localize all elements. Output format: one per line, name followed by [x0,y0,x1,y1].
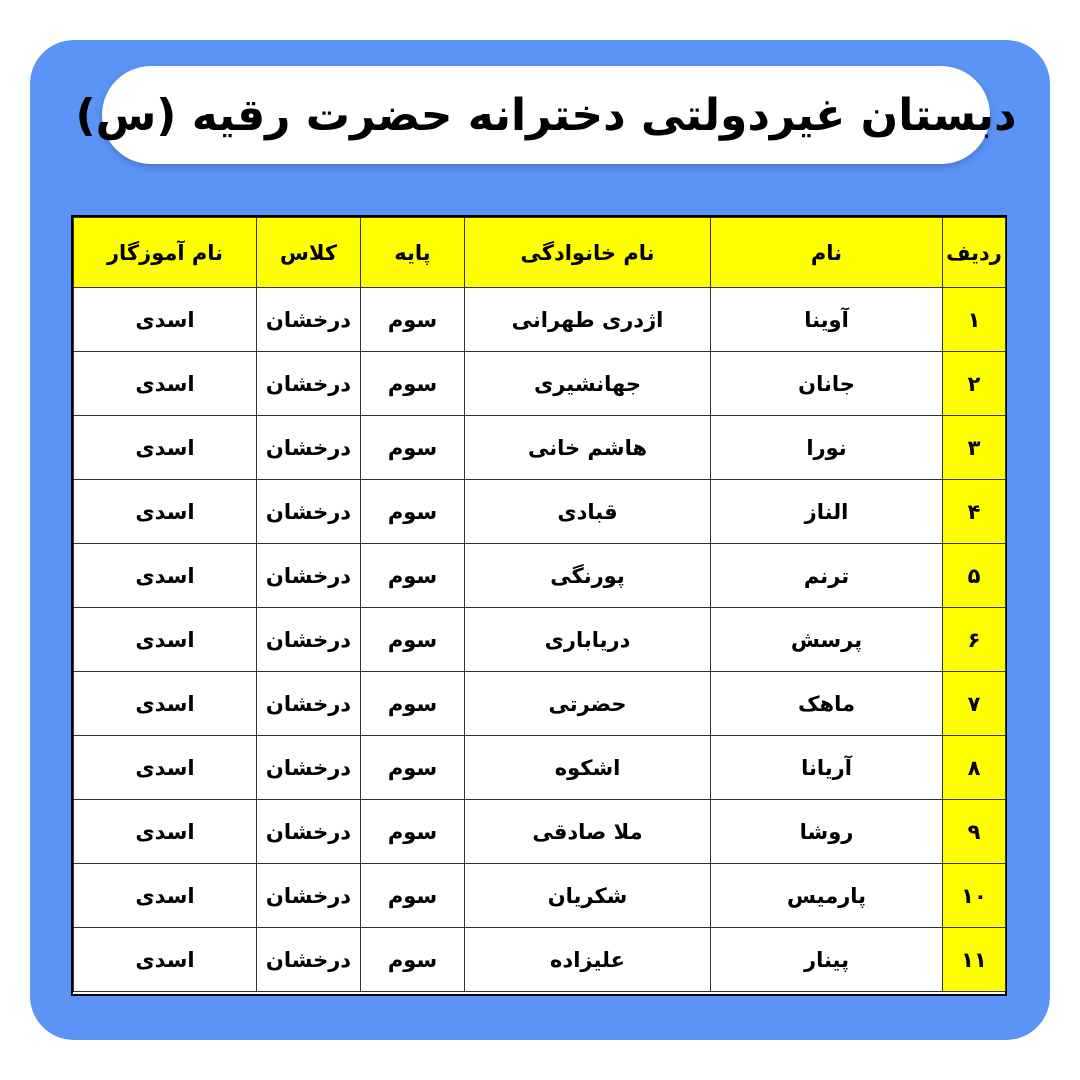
first-name-cell: پارمیس [711,864,943,928]
teacher-cell: اسدی [74,928,257,992]
teacher-cell: اسدی [74,736,257,800]
row-number-cell: ۱ [943,288,1006,352]
table-row [74,416,1006,480]
grade-cell: سوم [361,416,465,480]
last-name-cell: اشکوه [465,736,711,800]
first-name-cell: روشا [711,800,943,864]
table-row [74,288,1006,352]
last-name-cell: هاشم خانی [465,416,711,480]
table-row [74,544,1006,608]
first-name-cell: الناز [711,480,943,544]
header-class: کلاس [257,218,361,288]
row-number-cell: ۵ [943,544,1006,608]
class-cell: درخشان [257,480,361,544]
header-row-number: ردیف [943,218,1006,288]
row-number-cell: ۴ [943,480,1006,544]
first-name-cell: ترنم [711,544,943,608]
row-number-cell: ۳ [943,416,1006,480]
class-cell: درخشان [257,736,361,800]
first-name-cell: پرسش [711,608,943,672]
class-cell: درخشان [257,288,361,352]
table-row [74,608,1006,672]
row-number-cell: ۸ [943,736,1006,800]
table-row [74,672,1006,736]
first-name-cell: ماهک [711,672,943,736]
row-number-cell: ۲ [943,352,1006,416]
grade-cell: سوم [361,672,465,736]
first-name-cell: پینار [711,928,943,992]
grade-cell: سوم [361,480,465,544]
last-name-cell: پورنگی [465,544,711,608]
last-name-cell: جهانشیری [465,352,711,416]
table-row [74,352,1006,416]
table-row [74,864,1006,928]
first-name-cell: نورا [711,416,943,480]
class-cell: درخشان [257,672,361,736]
last-name-cell: قبادی [465,480,711,544]
last-name-cell: شکریان [465,864,711,928]
teacher-cell: اسدی [74,352,257,416]
table-row [74,800,1006,864]
last-name-cell: دریاباری [465,608,711,672]
grade-cell: سوم [361,736,465,800]
class-cell: درخشان [257,608,361,672]
title-banner [75,66,1017,164]
class-cell: درخشان [257,544,361,608]
grade-cell: سوم [361,800,465,864]
table-row [74,736,1006,800]
table-row [74,928,1006,992]
teacher-cell: اسدی [74,480,257,544]
class-cell: درخشان [257,800,361,864]
row-number-cell: ۶ [943,608,1006,672]
teacher-cell: اسدی [74,544,257,608]
last-name-cell: علیزاده [465,928,711,992]
student-table-container [71,215,1007,996]
row-number-cell: ۷ [943,672,1006,736]
header-last-name: نام خانوادگی [465,218,711,288]
grade-cell: سوم [361,928,465,992]
grade-cell: سوم [361,864,465,928]
teacher-cell: اسدی [74,672,257,736]
teacher-cell: اسدی [74,416,257,480]
grade-cell: سوم [361,288,465,352]
header-grade: پایه [361,218,465,288]
class-cell: درخشان [257,928,361,992]
row-number-cell: ۱۱ [943,928,1006,992]
grade-cell: سوم [361,352,465,416]
grade-cell: سوم [361,544,465,608]
row-number-cell: ۹ [943,800,1006,864]
student-table [73,217,1006,992]
table-row [74,480,1006,544]
header-teacher: نام آموزگار [74,218,257,288]
header-first-name: نام [711,218,943,288]
grade-cell: سوم [361,608,465,672]
page-title: دبستان غیردولتی دخترانه حضرت رقیه (س) [75,89,1017,141]
teacher-cell: اسدی [74,608,257,672]
first-name-cell: جانان [711,352,943,416]
row-number-cell: ۱۰ [943,864,1006,928]
teacher-cell: اسدی [74,864,257,928]
class-cell: درخشان [257,864,361,928]
class-cell: درخشان [257,416,361,480]
last-name-cell: ملا صادقی [465,800,711,864]
table-header-row [74,218,1006,288]
teacher-cell: اسدی [74,800,257,864]
teacher-cell: اسدی [74,288,257,352]
first-name-cell: آریانا [711,736,943,800]
class-cell: درخشان [257,352,361,416]
last-name-cell: حضرتی [465,672,711,736]
last-name-cell: اژدری طهرانی [465,288,711,352]
first-name-cell: آوینا [711,288,943,352]
